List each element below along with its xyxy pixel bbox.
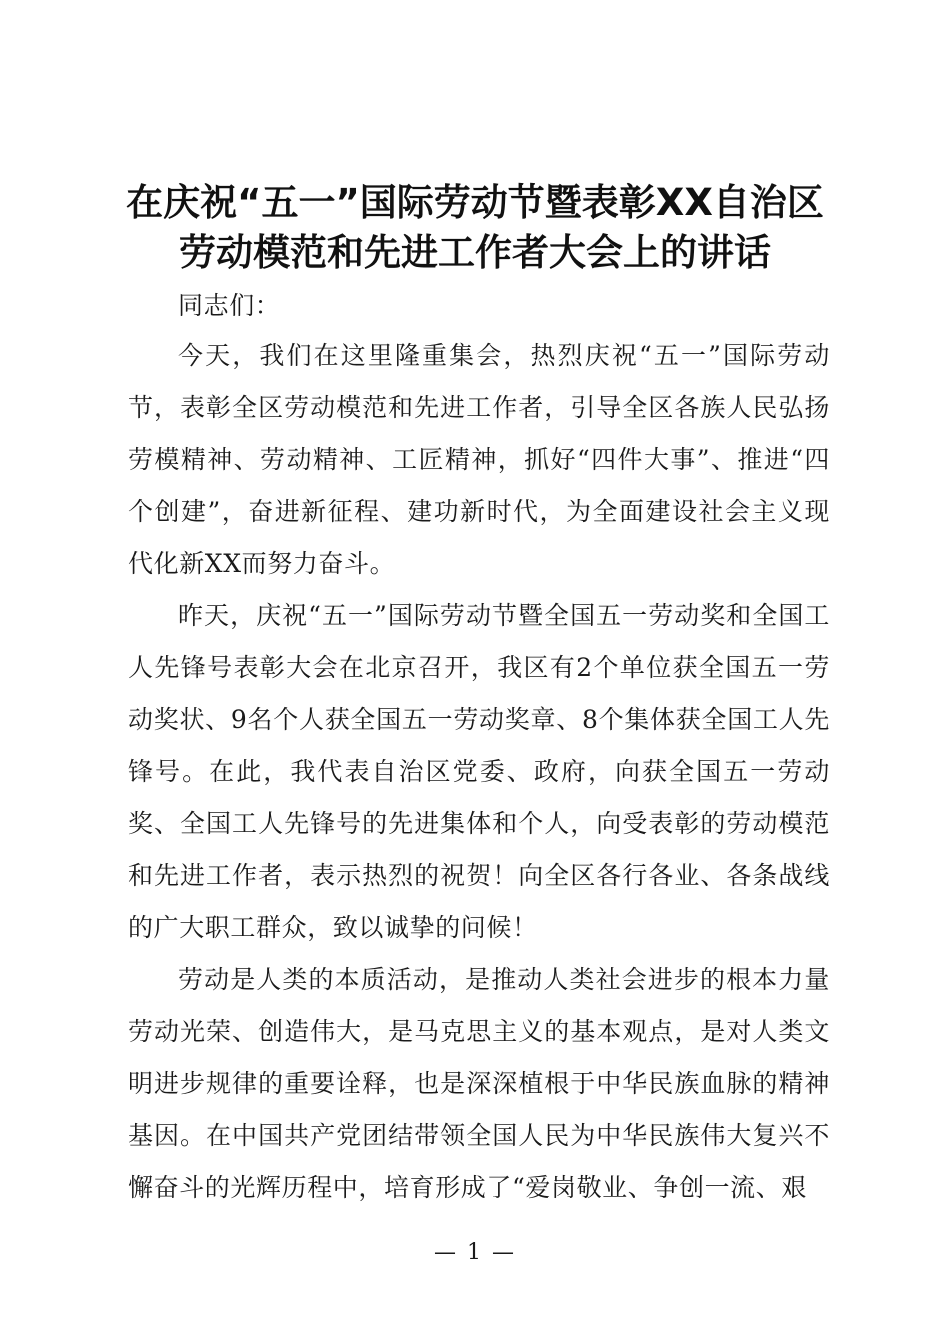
paragraph-3: 劳动是人类的本质活动，是推动人类社会进步的根本力量劳动光荣、创造伟大，是马克思主义的基本观点，是对人类文明进步规律的重要诠释，也是深深植根于中华民族血脉的精神基因。在中国共产党团结带领全国人民为中华民族伟大复兴不懈奋斗的光辉历程中，培育形成了“爱岗敬业、争创一流、艰 (128, 965, 830, 1202)
page-number: — 1 — (434, 1240, 516, 1265)
paragraph-1: 今天，我们在这里隆重集会，热烈庆祝“五一”国际劳动节，表彰全区劳动模范和先进工作者，引导全区各族人民弘扬劳模精神、劳动精神、工匠精神，抓好“四件大事”、推进“四个创建”，奋进新征程、建功新时代，为全面建设社会主义现代化新XX而努力奋斗。 (128, 341, 830, 578)
document-title (100, 178, 850, 278)
title-line-1: 在庆祝“五一”国际劳动节暨表彰XX自治区 (126, 181, 824, 224)
document-body (128, 282, 830, 1214)
paragraph-2: 昨天，庆祝“五一”国际劳动节暨全国五一劳动奖和全国工人先锋号表彰大会在北京召开，我区有2个单位获全国五一劳动奖状、9名个人获全国五一劳动奖章、8个集体获全国工人先锋号。在此，我代表自治区党委、政府，向获全国五一劳动奖、全国工人先锋号的先进集体和个人，向受表彰的劳动模范和先进工作者，表示热烈的祝贺！向全区各行各业、各条战线的广大职工群众，致以诚挚的问候！ (128, 601, 830, 942)
title-line-2: 劳动模范和先进工作者大会上的讲话 (179, 231, 771, 274)
salutation: 同志们： (178, 291, 281, 320)
